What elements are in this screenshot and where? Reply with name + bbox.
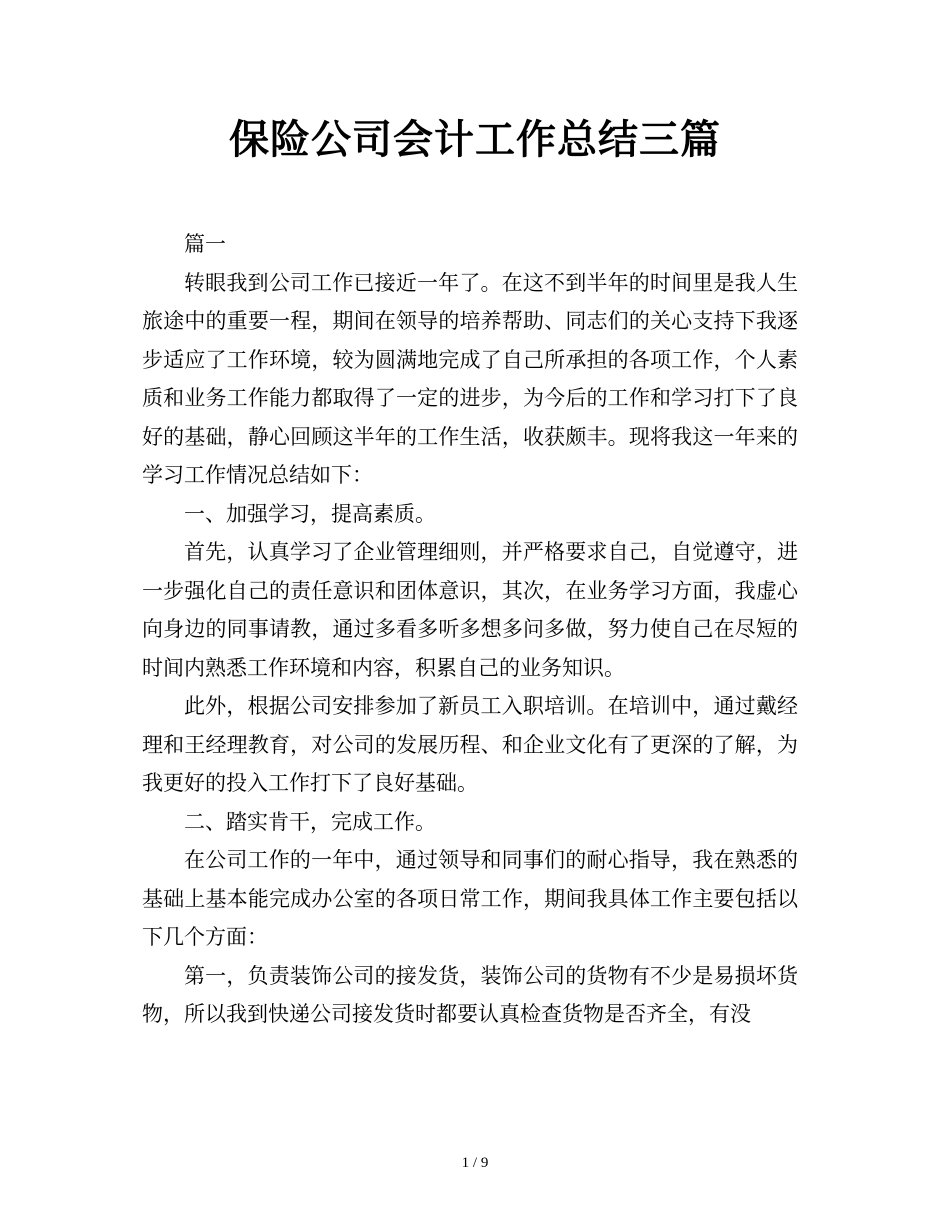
paragraph-training: 此外，根据公司安排参加了新员工入职培训。在培训中，通过戴经理和王经理教育，对公司的发展历程、和企业文化有了更深的了解，为我更好的投入工作打下了良好基础。 <box>142 694 798 795</box>
page-number: 1 / 9 <box>461 1155 489 1171</box>
document-title: 保险公司会计工作总结三篇 <box>229 116 721 163</box>
section-heading-part-one: 篇一 <box>184 232 226 256</box>
paragraph-shipping: 第一，负责装饰公司的接发货，装饰公司的货物有不少是易损坏货物，所以我到快递公司接发货时都要认真检查货物是否齐全，有没 <box>142 963 798 1026</box>
section-heading-work: 二、踏实肯干，完成工作。 <box>184 809 436 834</box>
paragraph-work: 在公司工作的一年中，通过领导和同事们的耐心指导，我在熟悉的基础上基本能完成办公室的各项日常工作，期间我具体工作主要包括以下几个方面： <box>142 848 798 949</box>
paragraph-study: 首先，认真学习了企业管理细则，并严格要求自己，自觉遵守，进一步强化自己的责任意识和团体意识，其次，在业务学习方面，我虚心向身边的同事请教，通过多看多听多想多问多做，努力使自己在尽短的时间内熟悉工作环境和内容，积累自己的业务知识。 <box>142 540 798 680</box>
document-body <box>142 225 798 1034</box>
paragraph-intro: 转眼我到公司工作已接近一年了。在这不到半年的时间里是我人生旅途中的重要一程，期间在领导的培养帮助、同志们的关心支持下我逐步适应了工作环境，较为圆满地完成了自己所承担的各项工作，个人素质和业务工作能力都取得了一定的进步，为今后的工作和学习打下了良好的基础，静心回顾这半年的工作生活，收获颇丰。现将我这一年来的学习工作情况总结如下： <box>142 270 798 487</box>
section-heading-study: 一、加强学习，提高素质。 <box>184 501 436 526</box>
